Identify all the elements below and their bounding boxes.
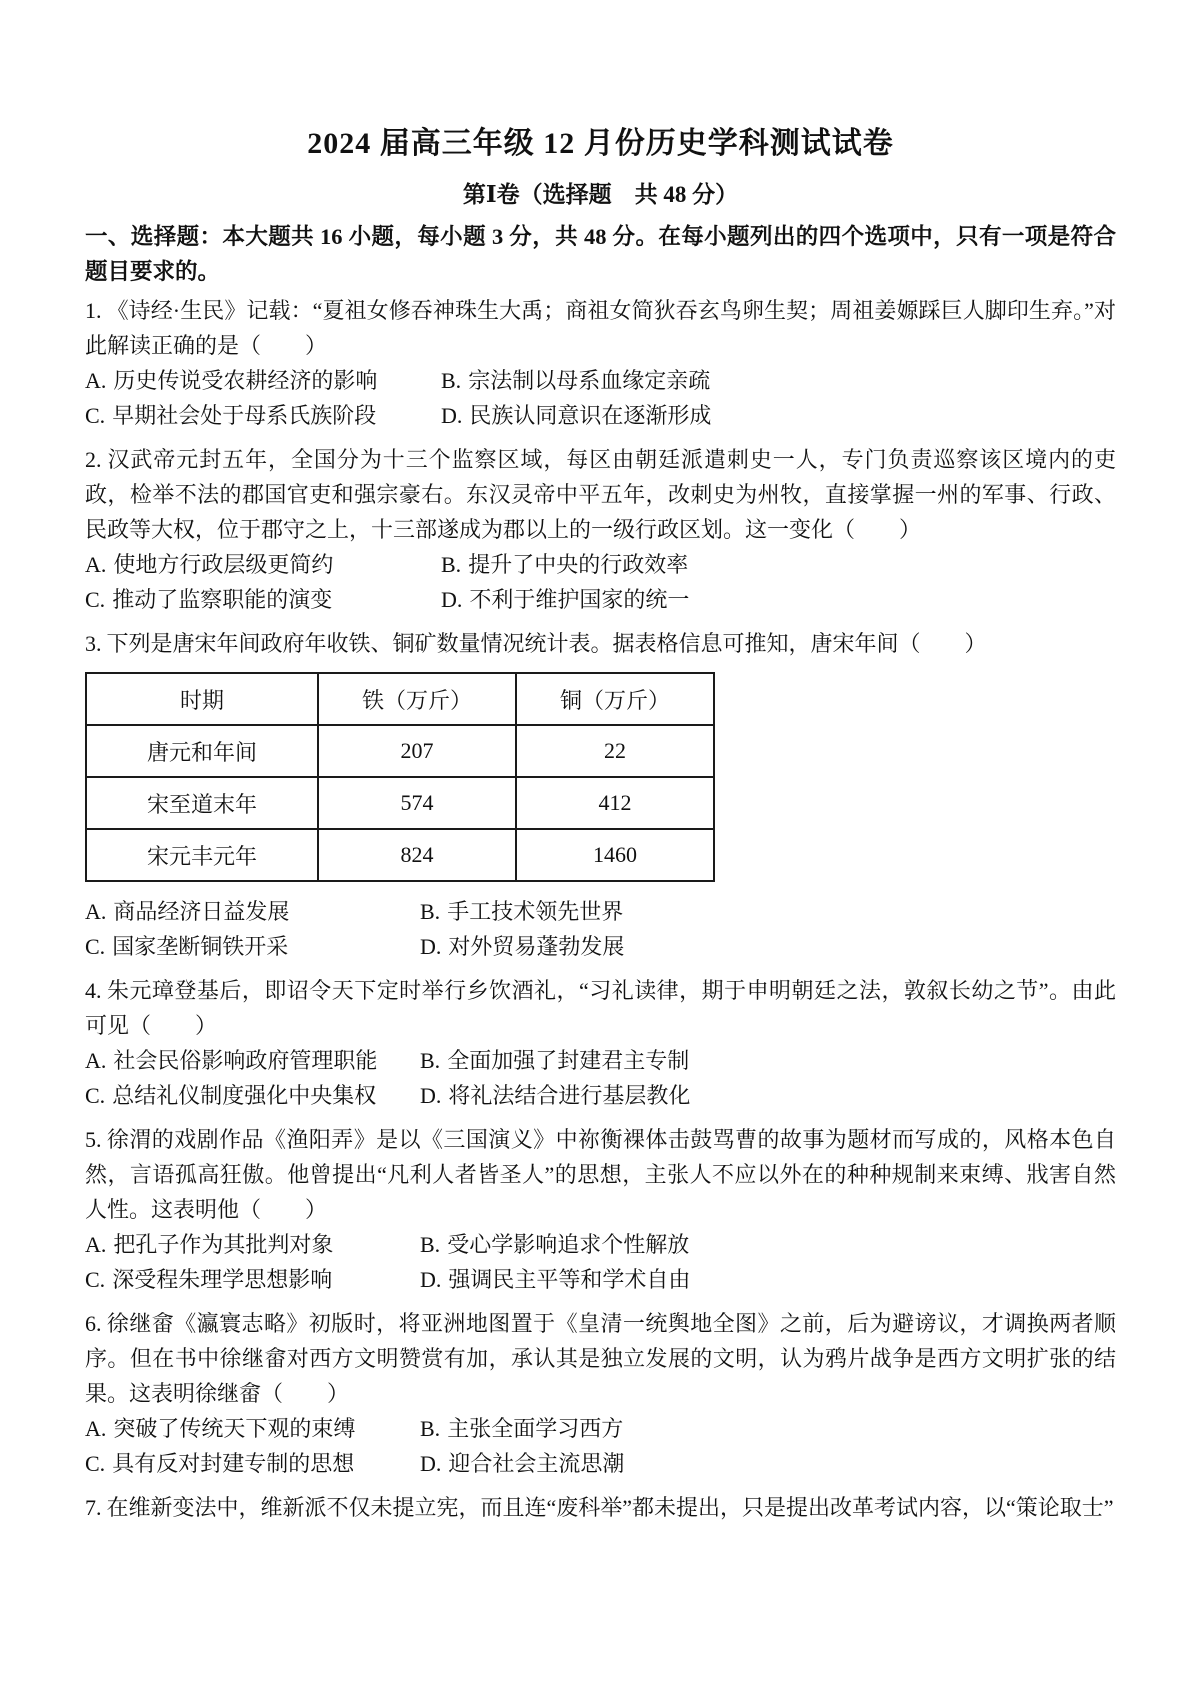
table-header-cell: 铁（万斤） bbox=[318, 673, 516, 725]
options-row bbox=[85, 1078, 1116, 1113]
option-label: C. bbox=[85, 934, 106, 959]
question-4 bbox=[85, 973, 1116, 1113]
option-label: B. bbox=[441, 552, 462, 577]
option-d bbox=[420, 1262, 1116, 1297]
option-text: 提升了中央的行政效率 bbox=[468, 552, 689, 577]
page-title: 2024 届高三年级 12 月份历史学科测试试卷 bbox=[307, 127, 894, 160]
option-text: 历史传说受农耕经济的影响 bbox=[113, 368, 378, 393]
option-label: D. bbox=[441, 403, 463, 428]
option-text: 总结礼仪制度强化中央集权 bbox=[112, 1083, 377, 1108]
options-row bbox=[85, 1043, 1116, 1078]
table-header-row bbox=[86, 673, 714, 725]
question-7 bbox=[85, 1490, 1116, 1525]
option-text: 使地方行政层级更简约 bbox=[113, 552, 334, 577]
question-stem bbox=[85, 626, 1116, 661]
table-row bbox=[86, 829, 714, 881]
question-3 bbox=[85, 626, 1116, 964]
option-text: 突破了传统天下观的束缚 bbox=[113, 1416, 356, 1441]
options-row bbox=[85, 1446, 1116, 1481]
question-5 bbox=[85, 1122, 1116, 1297]
option-label: D. bbox=[420, 934, 442, 959]
option-text: 商品经济日益发展 bbox=[113, 899, 290, 924]
option-text: 全面加强了封建君主专制 bbox=[447, 1048, 690, 1073]
table-row bbox=[86, 777, 714, 829]
option-label: D. bbox=[420, 1451, 442, 1476]
question-2 bbox=[85, 442, 1116, 617]
option-a bbox=[85, 547, 441, 582]
question-stem bbox=[85, 293, 1116, 363]
options-row bbox=[85, 1227, 1116, 1262]
option-b bbox=[420, 894, 1116, 929]
option-b bbox=[441, 547, 1116, 582]
option-b bbox=[420, 1043, 1116, 1078]
option-d bbox=[420, 929, 1116, 964]
option-text: 将礼法结合进行基层教化 bbox=[448, 1083, 691, 1108]
option-text: 国家垄断铜铁开采 bbox=[112, 934, 289, 959]
option-b bbox=[441, 363, 1116, 398]
option-label: B. bbox=[441, 368, 462, 393]
option-c bbox=[85, 582, 441, 617]
option-label: A. bbox=[85, 368, 107, 393]
iron-copper-stats-table bbox=[85, 672, 715, 882]
question-number: 4. bbox=[85, 978, 102, 1003]
option-b bbox=[420, 1227, 1116, 1262]
options-row bbox=[85, 547, 1116, 582]
table-cell: 唐元和年间 bbox=[86, 725, 318, 777]
option-a bbox=[85, 1411, 420, 1446]
question-number: 2. bbox=[85, 447, 102, 472]
question-text: 在维新变法中，维新派不仅未提立宪，而且连“废科举”都未提出，只是提出改革考试内容，以“策论取士” bbox=[106, 1495, 1114, 1520]
options-row bbox=[85, 894, 1116, 929]
question-number: 5. bbox=[85, 1127, 102, 1152]
option-label: C. bbox=[85, 587, 106, 612]
option-label: B. bbox=[420, 1048, 441, 1073]
option-label: C. bbox=[85, 1451, 106, 1476]
option-label: A. bbox=[85, 1232, 107, 1257]
option-b bbox=[420, 1411, 1116, 1446]
table-cell: 824 bbox=[318, 829, 516, 881]
option-text: 推动了监察职能的演变 bbox=[112, 587, 333, 612]
option-label: C. bbox=[85, 403, 106, 428]
option-c bbox=[85, 1262, 420, 1297]
table-cell: 宋至道末年 bbox=[86, 777, 318, 829]
question-text: 朱元璋登基后，即诏令天下定时举行乡饮酒礼，“习礼读律，期于申明朝廷之法，敦叙长幼之节”。由此可见（ ） bbox=[85, 978, 1116, 1038]
options-row bbox=[85, 582, 1116, 617]
question-stem bbox=[85, 1490, 1116, 1525]
option-d bbox=[420, 1446, 1116, 1481]
table-cell: 宋元丰元年 bbox=[86, 829, 318, 881]
question-number: 6. bbox=[85, 1311, 102, 1336]
section-title: 第Ⅰ卷（选择题 共 48 分） bbox=[462, 182, 739, 207]
question-text: 下列是唐宋年间政府年收铁、铜矿数量情况统计表。据表格信息可推知，唐宋年间（ ） bbox=[106, 631, 987, 656]
option-d bbox=[441, 398, 1116, 433]
option-c bbox=[85, 1078, 420, 1113]
option-c bbox=[85, 398, 441, 433]
option-c bbox=[85, 1446, 420, 1481]
question-stem bbox=[85, 973, 1116, 1043]
options-row bbox=[85, 929, 1116, 964]
question-number: 7. bbox=[85, 1495, 102, 1520]
option-label: D. bbox=[441, 587, 463, 612]
option-text: 手工技术领先世界 bbox=[447, 899, 624, 924]
table-cell: 1460 bbox=[516, 829, 714, 881]
option-text: 早期社会处于母系氏族阶段 bbox=[112, 403, 377, 428]
question-6 bbox=[85, 1306, 1116, 1481]
question-stem bbox=[85, 1306, 1116, 1411]
option-text: 受心学影响追求个性解放 bbox=[447, 1232, 690, 1257]
option-label: C. bbox=[85, 1083, 106, 1108]
option-a bbox=[85, 363, 441, 398]
table-cell: 22 bbox=[516, 725, 714, 777]
option-text: 主张全面学习西方 bbox=[447, 1416, 624, 1441]
options-row bbox=[85, 398, 1116, 433]
option-text: 强调民主平等和学术自由 bbox=[448, 1267, 691, 1292]
option-a bbox=[85, 894, 420, 929]
option-c bbox=[85, 929, 420, 964]
option-text: 社会民俗影响政府管理职能 bbox=[113, 1048, 378, 1073]
option-label: C. bbox=[85, 1267, 106, 1292]
question-text: 徐渭的戏剧作品《渔阳弄》是以《三国演义》中祢衡裸体击鼓骂曹的故事为题材而写成的，风格本色自然，言语孤高狂傲。他曾提出“凡利人者皆圣人”的思想，主张人不应以外在的种种规制来束缚、戕害自然人性。这表明他（ ） bbox=[85, 1127, 1116, 1222]
option-label: D. bbox=[420, 1083, 442, 1108]
table-row bbox=[86, 725, 714, 777]
options-row bbox=[85, 1411, 1116, 1446]
question-text: 汉武帝元封五年，全国分为十三个监察区域，每区由朝廷派遣刺史一人，专门负责巡察该区境内的吏政，检举不法的郡国官吏和强宗豪右。东汉灵帝中平五年，改刺史为州牧，直接掌握一州的军事、行政、民政等大权，位于郡守之上，十三部遂成为郡以上的一级行政区划。这一变化（ ） bbox=[85, 447, 1116, 542]
question-text: 徐继畲《瀛寰志略》初版时，将亚洲地图置于《皇清一统舆地全图》之前，后为避谤议，才调换两者顺序。但在书中徐继畲对西方文明赞赏有加，承认其是独立发展的文明，认为鸦片战争是西方文明扩张的结果。这表明徐继畲（ ） bbox=[85, 1311, 1116, 1406]
question-stem bbox=[85, 1122, 1116, 1227]
table-header-cell: 铜（万斤） bbox=[516, 673, 714, 725]
option-text: 对外贸易蓬勃发展 bbox=[448, 934, 625, 959]
question-1 bbox=[85, 293, 1116, 433]
question-stem bbox=[85, 442, 1116, 547]
option-text: 民族认同意识在逐渐形成 bbox=[469, 403, 712, 428]
option-a bbox=[85, 1227, 420, 1262]
table-header-cell: 时期 bbox=[86, 673, 318, 725]
options-row bbox=[85, 1262, 1116, 1297]
table-cell: 412 bbox=[516, 777, 714, 829]
option-a bbox=[85, 1043, 420, 1078]
option-text: 把孔子作为其批判对象 bbox=[113, 1232, 334, 1257]
option-d bbox=[420, 1078, 1116, 1113]
option-label: B. bbox=[420, 1232, 441, 1257]
option-label: B. bbox=[420, 899, 441, 924]
table-cell: 207 bbox=[318, 725, 516, 777]
option-text: 深受程朱理学思想影响 bbox=[112, 1267, 333, 1292]
question-number: 1. bbox=[85, 298, 102, 323]
option-label: A. bbox=[85, 552, 107, 577]
question-number: 3. bbox=[85, 631, 102, 656]
option-d bbox=[441, 582, 1116, 617]
option-text: 具有反对封建专制的思想 bbox=[112, 1451, 355, 1476]
question-text: 《诗经·生民》记载：“夏祖女修吞神珠生大禹；商祖女简狄吞玄鸟卵生契；周祖姜嫄踩巨人脚印生弃。”对此解读正确的是（ ） bbox=[85, 298, 1116, 358]
option-label: A. bbox=[85, 899, 107, 924]
option-label: A. bbox=[85, 1416, 107, 1441]
option-label: D. bbox=[420, 1267, 442, 1292]
options-row bbox=[85, 363, 1116, 398]
instructions: 一、选择题：本大题共 16 小题，每小题 3 分，共 48 分。在每小题列出的四个选项中，只有一项是符合题目要求的。 bbox=[85, 224, 1116, 284]
table-cell: 574 bbox=[318, 777, 516, 829]
option-text: 迎合社会主流思潮 bbox=[448, 1451, 625, 1476]
option-text: 不利于维护国家的统一 bbox=[469, 587, 690, 612]
option-text: 宗法制以母系血缘定亲疏 bbox=[468, 368, 711, 393]
option-label: A. bbox=[85, 1048, 107, 1073]
option-label: B. bbox=[420, 1416, 441, 1441]
